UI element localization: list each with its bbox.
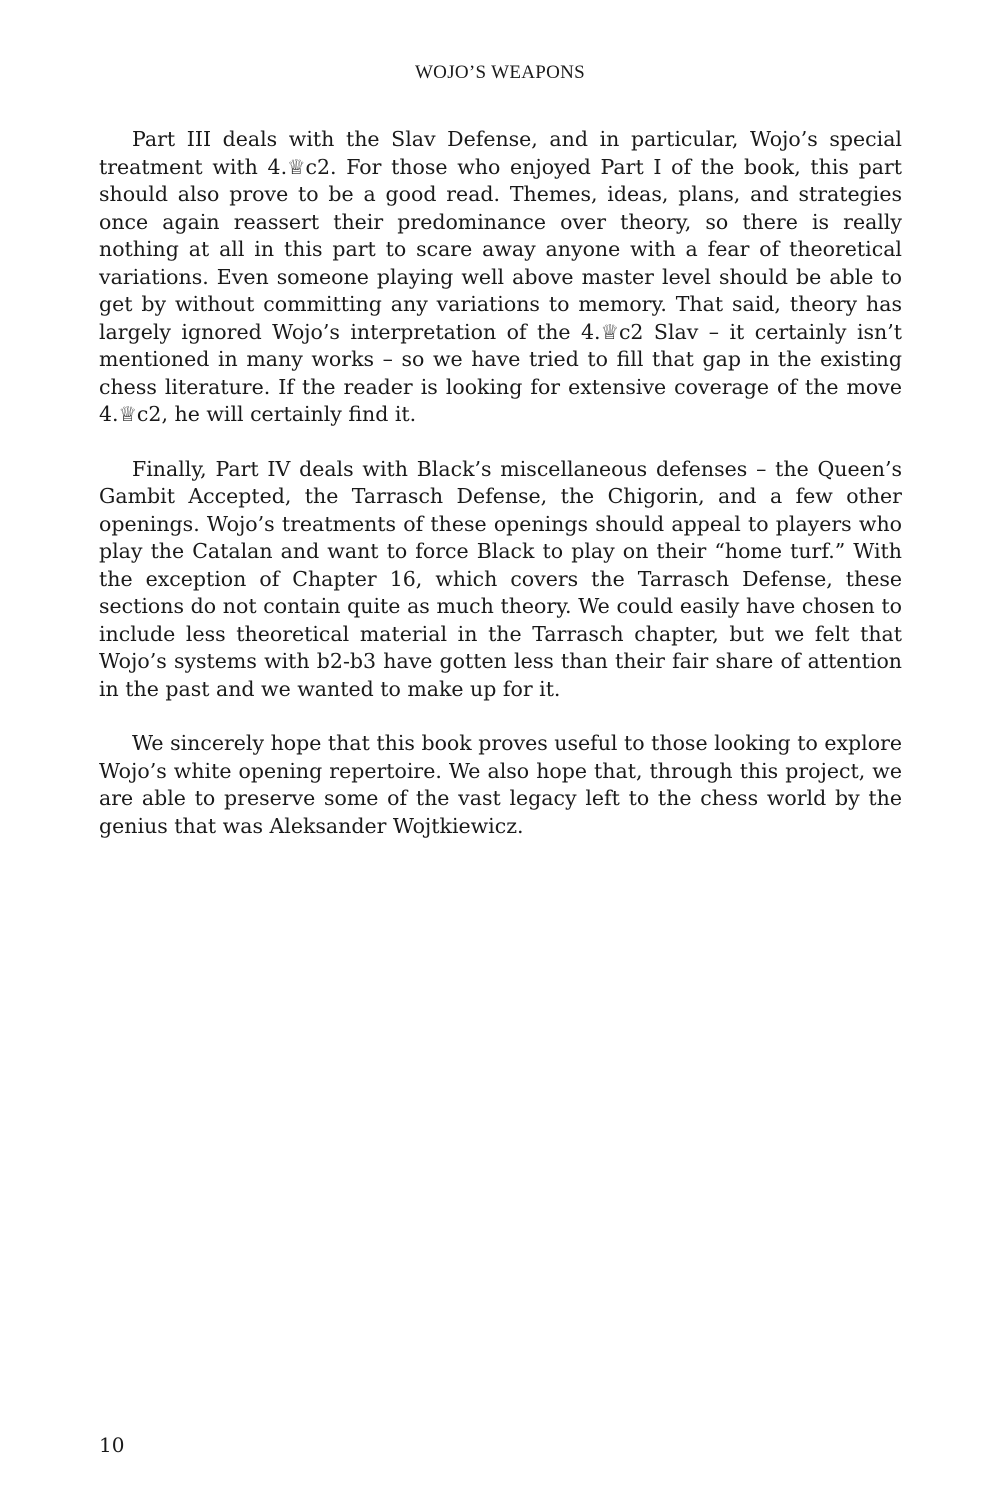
paragraph-part-iii: Part III deals with the Slav Defense, and in particular, Wojo’s special treatment with 4.♕c2. For those who enjoyed Part I of the book, this part should also prove to be a good read. Themes, ideas, plans, and strategies once again reassert their predominance over theory, so there is really nothing at all in this part to scare away anyone with a fear of theoretical variations. Even someone playing well above master level should be able to get by without committing any variations to memory. That said, theory has largely ignored Wojo’s interpretation of the 4.♕c2 Slav – it certainly isn’t mentioned in many works – so we have tried to fill that gap in the existing chess literature. If the reader is looking for extensive coverage of the move 4.♕c2, he will certainly find it. xyxy=(99,127,902,426)
page-number: 10 xyxy=(99,1433,125,1457)
body-text xyxy=(99,126,902,867)
paragraph-closing: We sincerely hope that this book proves useful to those looking to explore Wojo’s white opening repertoire. We also hope that, through this project, we are able to preserve some of the vast legacy left to the chess world by the genius that was Aleksander Wojtkiewicz. xyxy=(99,731,902,838)
running-head: WOJO’S WEAPONS xyxy=(414,62,586,83)
paragraph-part-iv: Finally, Part IV deals with Black’s miscellaneous defenses – the Queen’s Gambit Accepted, the Tarrasch Defense, the Chigorin, and a few other openings. Wojo’s treatments of these openings should appeal to players who play the Catalan and want to force Black to play on their “home turf.” With the exception of Chapter 16, which covers the Tarrasch Defense, these sections do not contain quite as much theory. We could easily have chosen to include less theoretical material in the Tarrasch chapter, but we felt that Wojo’s systems with b2-b3 have gotten less than their fair share of attention in the past and we wanted to make up for it. xyxy=(99,456,902,701)
